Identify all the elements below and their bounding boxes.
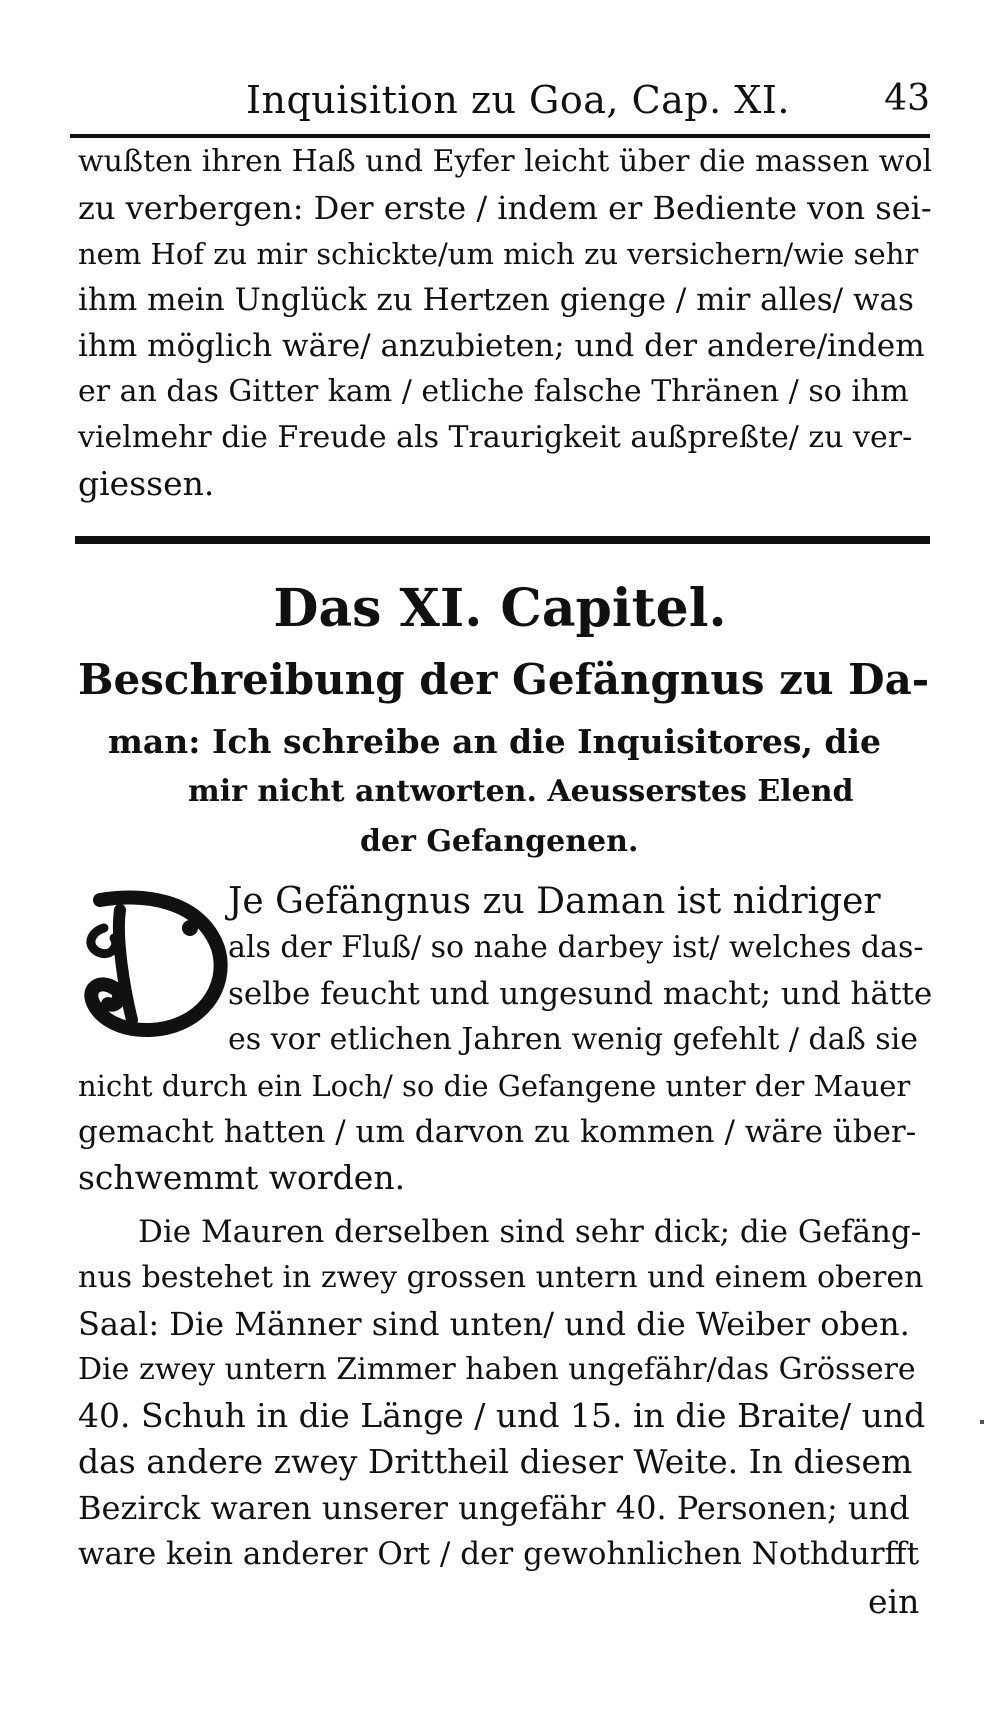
text-line: das andere zwey Drittheil dieser Weite. In diesem [78,1442,913,1481]
chapter-summary-line: der Gefangenen. [360,824,639,859]
catchword: ein [868,1582,920,1621]
chapter-heading: Das XI. Capitel. [273,578,727,639]
text-line: nicht durch ein Loch/ so die Gefangene unter der Mauer [78,1069,911,1103]
text-line: er an das Gitter kam / etliche falsche Thränen / so ihm [78,374,909,409]
section-divider [75,536,930,544]
text-line: Je Gefängnus zu Daman ist nidriger [228,881,881,922]
text-line: nem Hof zu mir schickte/um mich zu versichern/wie sehr [78,237,919,271]
text-line: Saal: Die Männer sind unten/ und die Weiber oben. [78,1305,910,1343]
running-title: Inquisition zu Goa, Cap. XI. [246,78,790,122]
ornamental-d-icon [80,888,230,1038]
text-line: ware kein anderer Ort / der gewohnlichen Nothdurfft [78,1536,920,1572]
text-line: schwemmt worden. [78,1158,406,1197]
text-line: 40. Schuh in die Länge / und 15. in die Braite/ und [78,1396,926,1435]
text-line: wußten ihren Haß und Eyfer leicht über die massen wol [78,144,933,179]
text-line: ihm mein Unglück zu Hertzen gienge / mir alles/ was [78,282,914,318]
text-line: gemacht hatten / um darvon zu kommen / wäre über- [78,1114,917,1150]
text-line: Die Mauren derselben sind sehr dick; die Gefäng- [138,1214,922,1250]
text-line: es vor etlichen Jahren wenig gefehlt / daß sie [228,1022,918,1057]
text-line: nus bestehet in zwey grossen untern und einem oberen [78,1260,924,1295]
drop-cap-initial [80,888,230,1038]
text-line: als der Fluß/ so nahe darbey ist/ welches das- [228,930,924,965]
header-rule [70,134,930,138]
text-line: vielmehr die Freude als Traurigkeit außpreßte/ zu ver- [78,420,913,455]
text-line: zu verbergen: Der erste / indem er Bediente von sei- [78,189,932,227]
page-number: 43 [884,78,930,119]
chapter-summary-line: mir nicht antworten. Aeusserstes Elend [188,774,854,809]
text-line: Bezirck waren unserer ungefähr 40. Personen; und [78,1489,910,1527]
text-line: Die zwey untern Zimmer haben ungefähr/das Grössere [78,1352,916,1387]
running-header [70,78,930,128]
text-line: giessen. [78,464,215,503]
chapter-summary-line: Beschreibung der Gefängnus zu Da- [78,655,930,704]
chapter-summary-line: man: Ich schreibe an die Inquisitores, die [108,722,882,761]
print-speck [980,1420,984,1424]
text-line: ihm möglich wäre/ anzubieten; und der andere/indem [78,328,925,364]
text-line: selbe feucht und ungesund macht; und hätte [228,976,933,1012]
